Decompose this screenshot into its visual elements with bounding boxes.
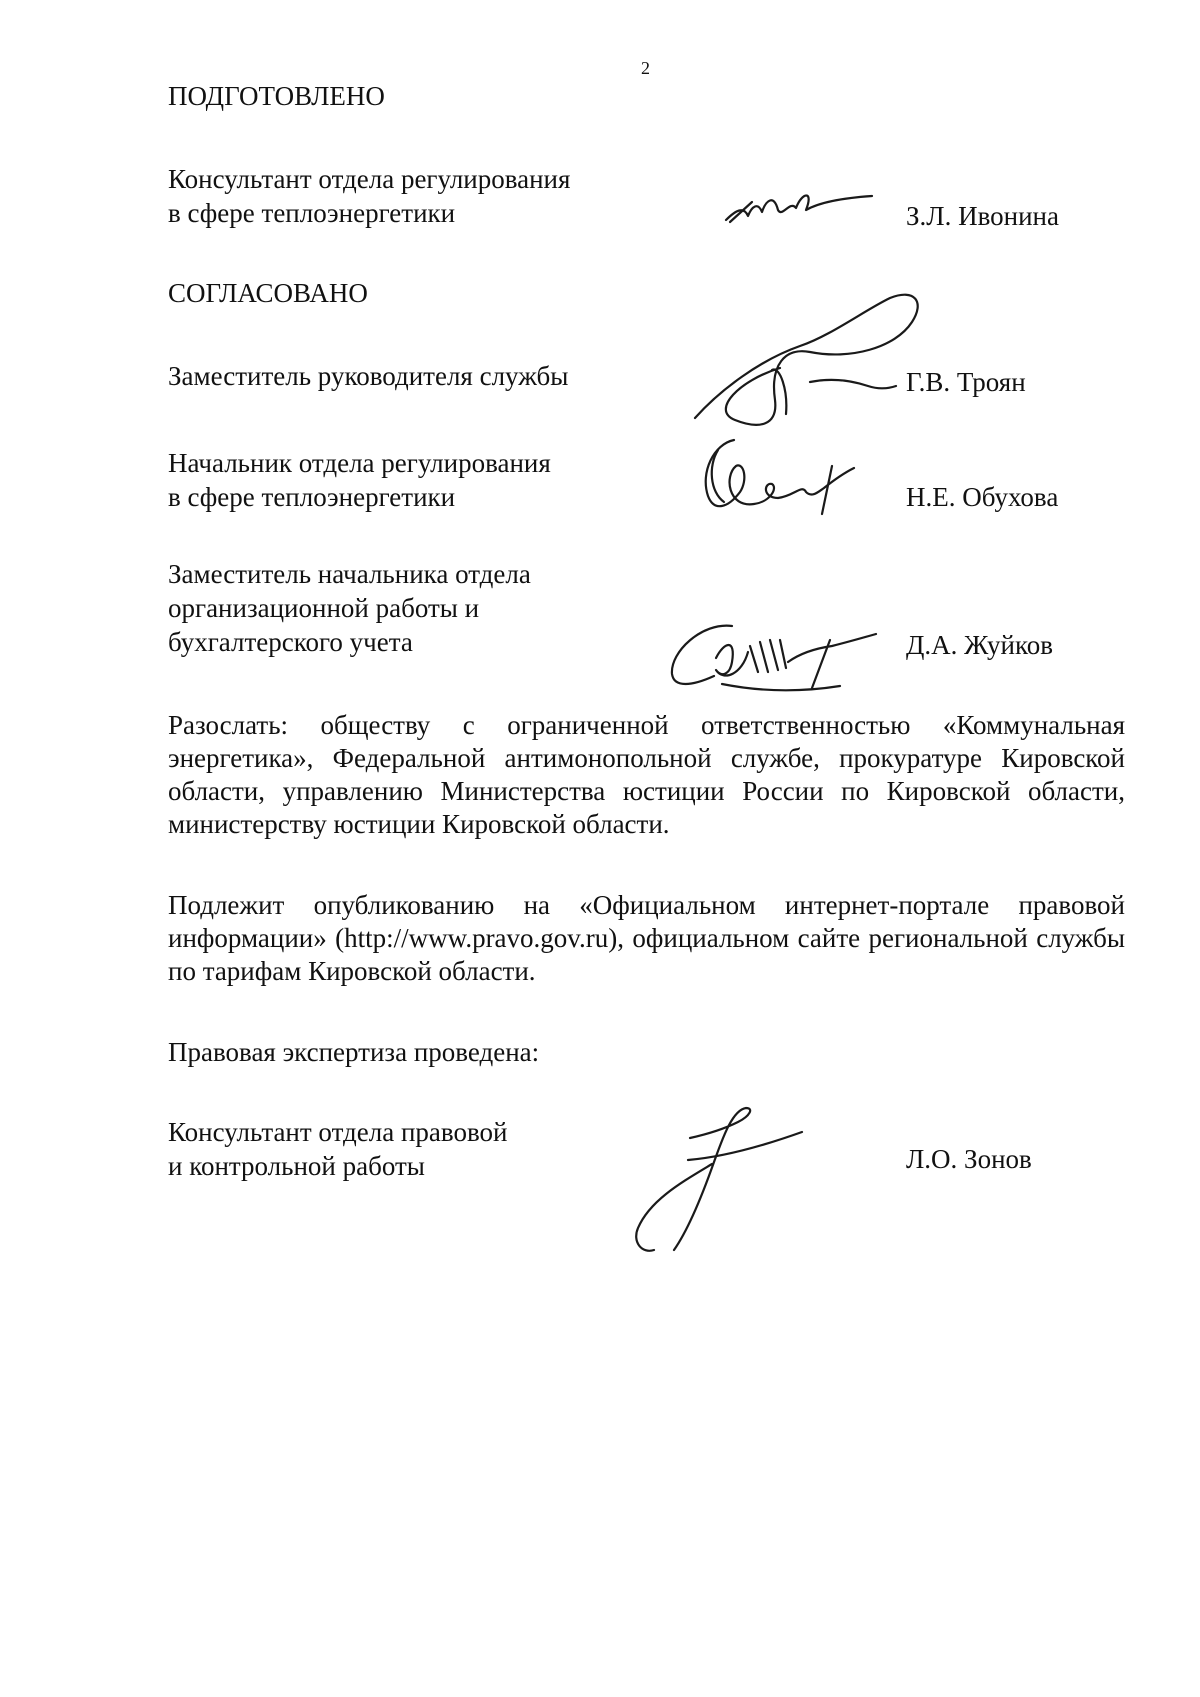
- signature-zhuykov: [662, 612, 892, 702]
- signatory-1-position-line: Заместитель руководителя службы: [168, 361, 569, 391]
- signatory-2-position-line: в сфере теплоэнергетики: [168, 482, 456, 512]
- publication-paragraph: Подлежит опубликованию на «Официальном интернет-портале правовой информации» (http://www.pravo.gov.ru), официальном сайте региональной службы по тарифам Кировской области.: [168, 890, 1125, 986]
- prepared-heading: ПОДГОТОВЛЕНО: [168, 81, 385, 111]
- legal-review-position-line: Консультант отдела правовой: [168, 1117, 508, 1147]
- signatory-1-position: [168, 359, 568, 393]
- prepared-position-line: в сфере теплоэнергетики: [168, 198, 456, 228]
- signature-zonov: [622, 1100, 822, 1260]
- page-number: 2: [641, 58, 650, 78]
- prepared-position: [168, 162, 570, 230]
- signatory-2-name: Н.Е. Обухова: [906, 482, 1059, 512]
- legal-review-heading: Правовая экспертиза проведена:: [168, 1037, 540, 1067]
- signature-troyan: [690, 290, 930, 440]
- prepared-name: З.Л. Ивонина: [906, 201, 1059, 231]
- signatory-3-position-line: организационной работы и: [168, 593, 480, 623]
- prepared-position-line: Консультант отдела регулирования: [168, 164, 571, 194]
- agreed-heading: СОГЛАСОВАНО: [168, 278, 368, 308]
- signature-ivonina: [722, 180, 882, 240]
- legal-review-name: Л.О. Зонов: [906, 1144, 1032, 1174]
- signatory-3-position-line: Заместитель начальника отдела: [168, 559, 531, 589]
- legal-review-position: [168, 1115, 507, 1183]
- signatory-3-position-line: бухгалтерского учета: [168, 627, 413, 657]
- signatory-3-name: Д.А. Жуйков: [906, 630, 1053, 660]
- signatory-2-position: [168, 446, 551, 514]
- legal-review-position-line: и контрольной работы: [168, 1151, 425, 1181]
- signatory-3-position: [168, 557, 531, 659]
- signatory-2-position-line: Начальник отдела регулирования: [168, 448, 551, 478]
- signatory-1-name: Г.В. Троян: [906, 367, 1026, 397]
- signature-obukhova: [694, 432, 864, 522]
- distribution-paragraph: Разослать: обществу с ограниченной ответственностью «Коммунальная энергетика», Федеральной антимонопольной службе, прокуратуре Кировской области, управлению Министерства юстиции России по Кировской области, министерству юстиции Кировской области.: [168, 710, 1125, 839]
